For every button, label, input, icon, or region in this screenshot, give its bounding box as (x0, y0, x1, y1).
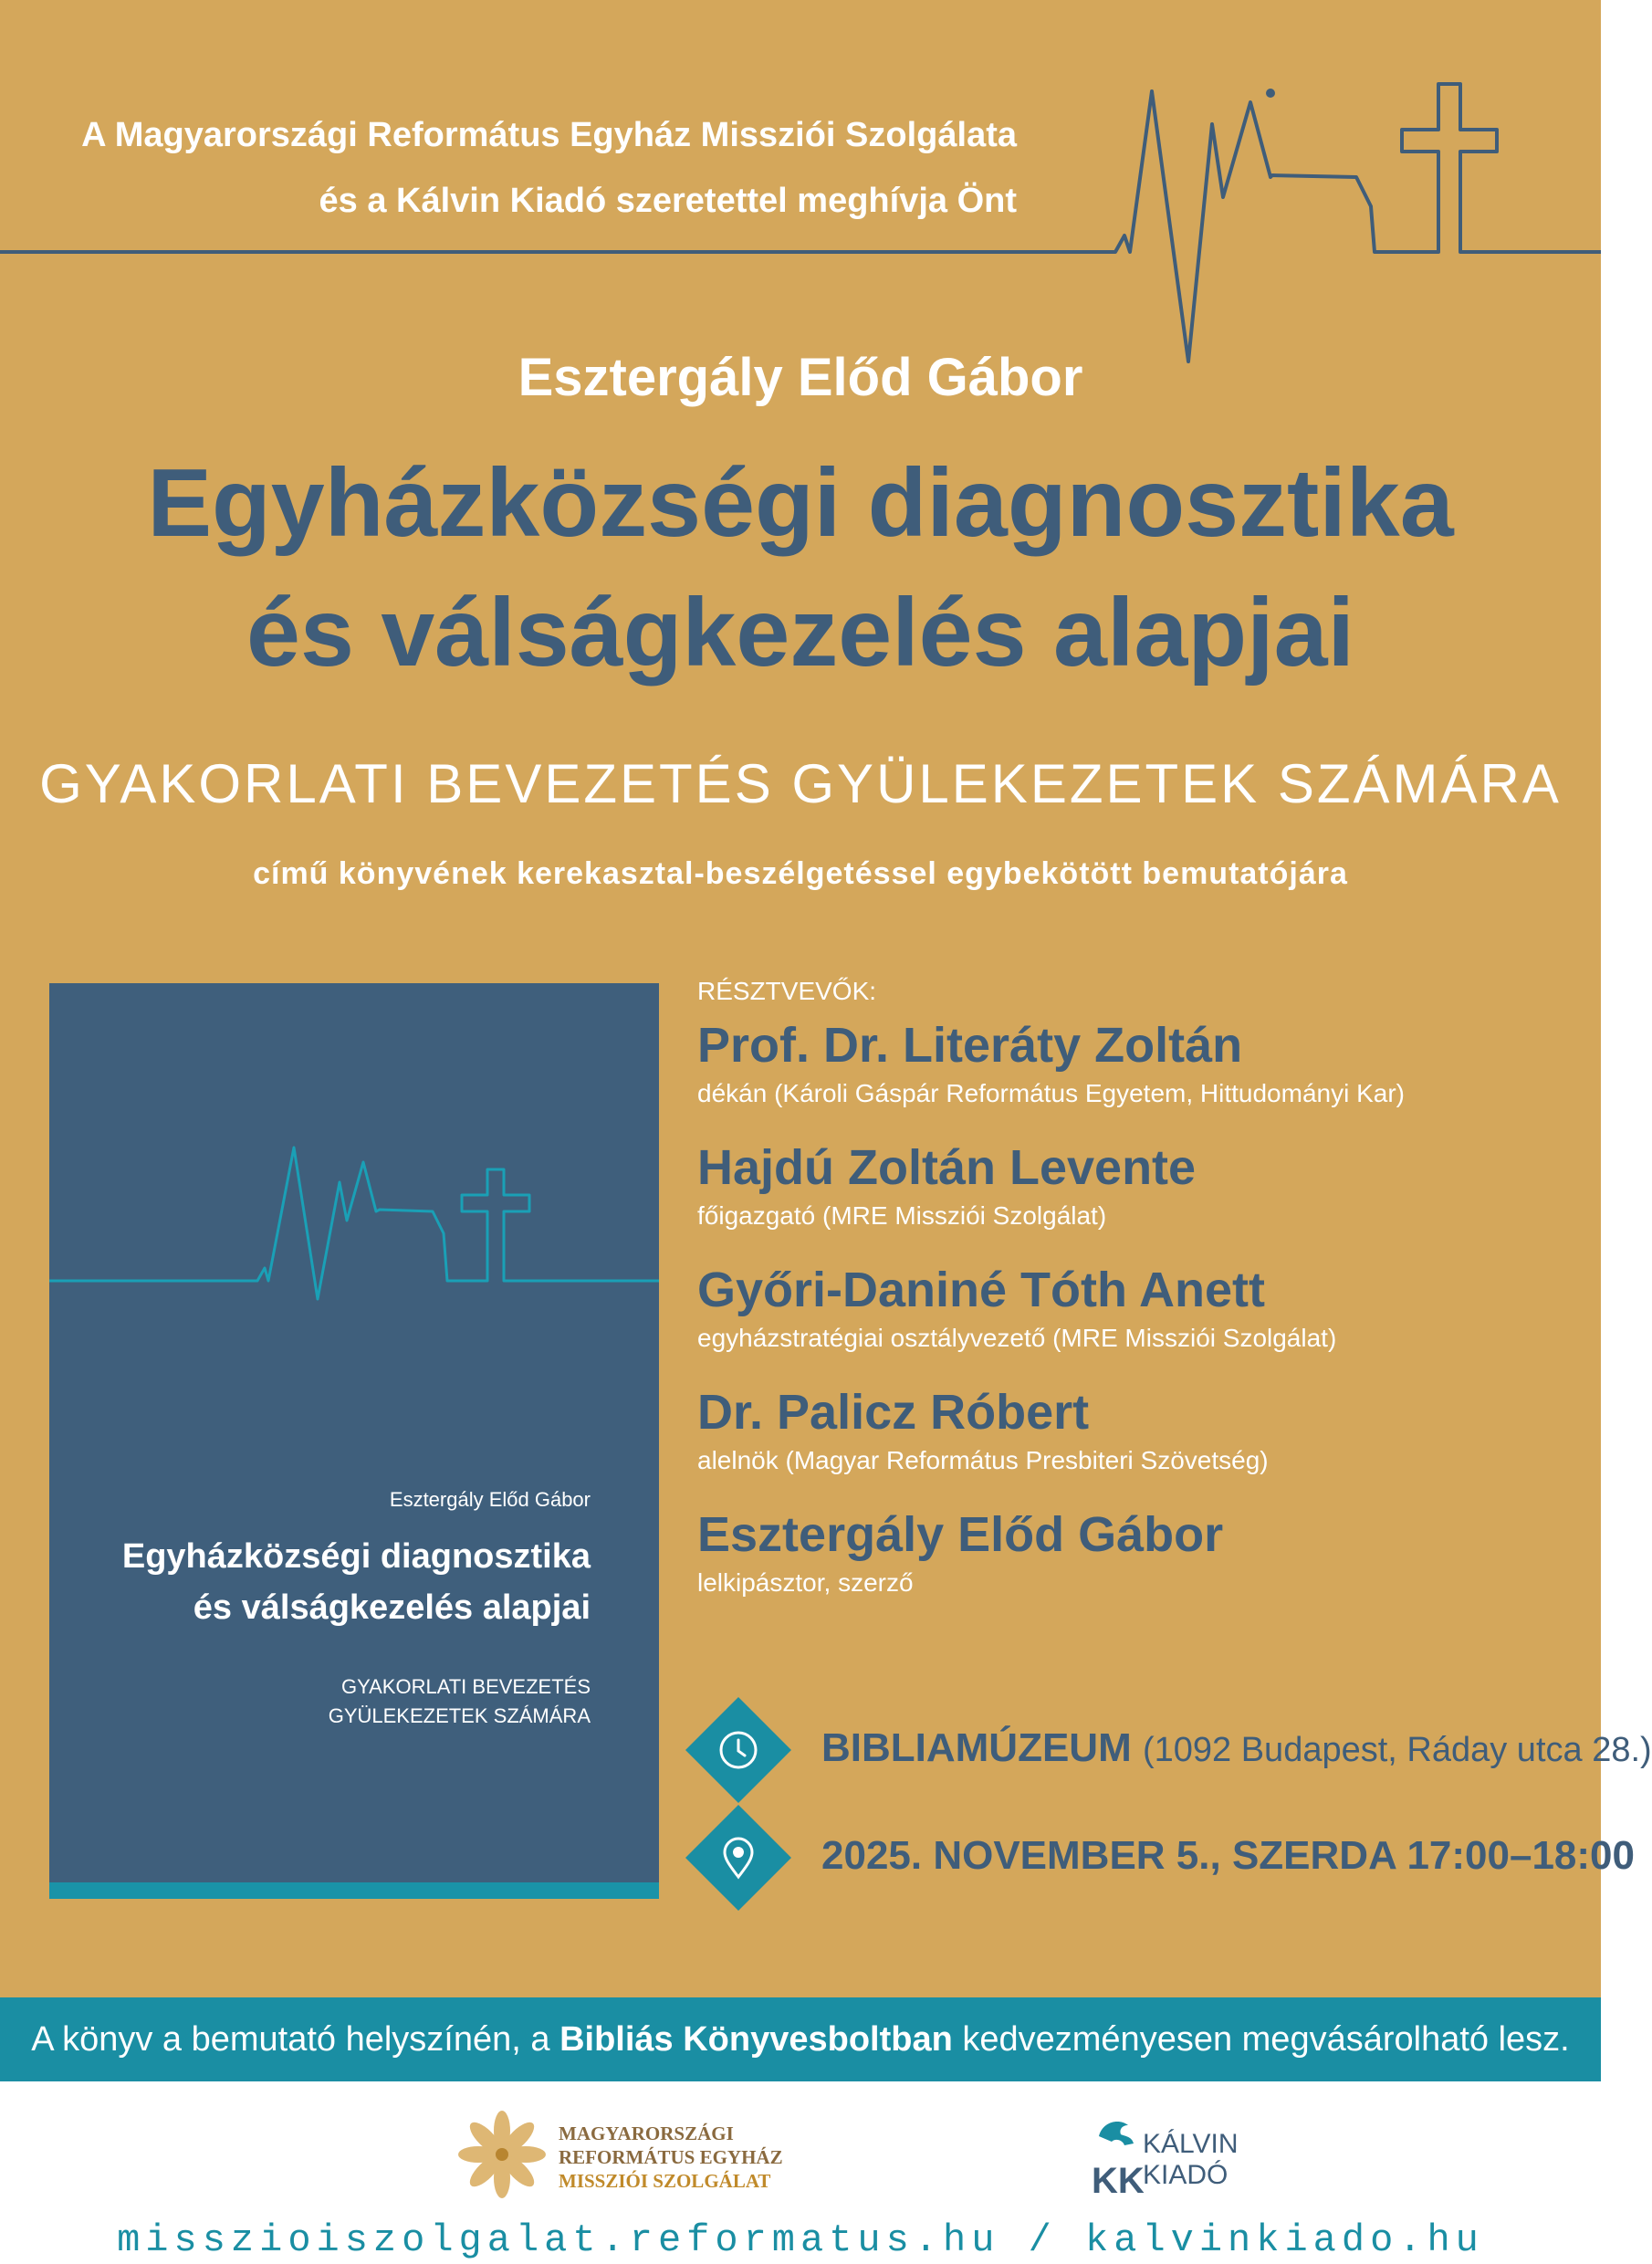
mre-logo-text (559, 2122, 783, 2193)
participant-item (697, 1015, 1574, 1112)
book-cover-subtitle-line-2: GYÜLEKEZETEK SZÁMÁRA (328, 1704, 591, 1727)
venue-name: BIBLIAMÚZEUM (821, 1725, 1132, 1770)
book-cover-title (79, 1531, 591, 1633)
participant-role: alelnök (Magyar Református Presbiteri Szövetség) (697, 1446, 1269, 1474)
banner-text-after: kedvezményesen megvásárolható lesz. (952, 2020, 1570, 2059)
participant-role: dékán (Károli Gáspár Református Egyetem, Hittudományi Kar) (697, 1079, 1405, 1107)
participant-item (697, 1382, 1574, 1479)
participant-role: lelkipásztor, szerző (697, 1568, 914, 1597)
event-title (0, 438, 1601, 697)
event-subtitle: GYAKORLATI BEVEZETÉS GYÜLEKEZETEK SZÁMÁRA (39, 753, 1562, 814)
mre-logo-line-3: MISSZIÓI SZOLGÁLAT (559, 2170, 771, 2192)
clock-icon (714, 1725, 763, 1775)
book-heartbeat-icon (49, 1074, 659, 1312)
participant-name: Győri-Daniné Tóth Anett (697, 1263, 1265, 1317)
mre-logo-line-1: MAGYARORSZÁGI (559, 2122, 734, 2144)
book-cover (49, 983, 659, 1899)
book-cover-strip (49, 1882, 659, 1899)
book-cover-title-line-1: Egyházközségi diagnosztika (121, 1537, 591, 1576)
kalvin-kiado-logo-text (1143, 2129, 1239, 2191)
venue-info (692, 1703, 1652, 1795)
footer (0, 2081, 1601, 2264)
event-tagline: című könyvének kerekasztal-beszélgetéssel egybekötött bemutatójára (253, 856, 1348, 891)
svg-text:KK: KK (1092, 2161, 1145, 2201)
event-author: Esztergály Előd Gábor (518, 348, 1083, 407)
participants-label: RÉSZTVEVŐK: (697, 977, 877, 1005)
participant-role: egyházstratégiai osztályvezető (MRE Missziói Szolgálat) (697, 1324, 1337, 1352)
participant-name: Esztergály Előd Gábor (697, 1507, 1224, 1562)
participant-role: főigazgató (MRE Missziói Szolgálat) (697, 1201, 1107, 1230)
participant-name: Prof. Dr. Literáty Zoltán (697, 1018, 1243, 1073)
participants-list (697, 977, 1574, 1627)
kalvin-kiado-logo-icon (1092, 2109, 1145, 2201)
event-title-line-1: Egyházközségi diagnosztika (147, 449, 1454, 557)
participant-item (697, 1504, 1574, 1601)
participant-name: Dr. Palicz Róbert (697, 1385, 1090, 1440)
date-info (692, 1811, 1635, 1902)
banner-text-before: A könyv a bemutató helyszínén, a (31, 2020, 560, 2059)
invitation-line-1: A Magyarországi Református Egyház Missziói Szolgálata (81, 116, 1017, 154)
discount-banner (0, 1997, 1601, 2081)
footer-urls[interactable]: misszioiszolgalat.reformatus.hu / kalvinkiado.hu (117, 2218, 1484, 2262)
kk-logo-line-1: KÁLVIN (1143, 2129, 1239, 2159)
invitation-line-2: és a Kálvin Kiadó szeretettel meghívja Önt (319, 182, 1017, 220)
kk-logo-line-2: KIADÓ (1143, 2160, 1229, 2190)
participant-name: Hajdú Zoltán Levente (697, 1140, 1197, 1195)
date-text: 2025. NOVEMBER 5., SZERDA 17:00–18:00 (821, 1833, 1635, 1878)
venue-text (821, 1725, 1652, 1771)
book-cover-subtitle (134, 1672, 591, 1731)
book-cover-subtitle-line-1: GYAKORLATI BEVEZETÉS (340, 1675, 591, 1698)
mre-star-logo-icon (458, 2111, 546, 2198)
venue-address: (1092 Budapest, Ráday utca 28.) (1142, 1731, 1652, 1769)
book-cover-author: Esztergály Előd Gábor (389, 1488, 591, 1511)
participant-item (697, 1260, 1574, 1357)
event-title-line-2: és válságkezelés alapjai (246, 579, 1354, 687)
participant-item (697, 1137, 1574, 1234)
book-cover-title-line-2: és válságkezelés alapjai (193, 1588, 591, 1627)
location-pin-icon (714, 1833, 763, 1882)
mre-logo-line-2: REFORMÁTUS EGYHÁZ (559, 2146, 783, 2168)
heartbeat-church-cross-icon (0, 82, 1601, 374)
banner-bookshop-name: Bibliás Könyvesboltban (559, 2020, 953, 2059)
